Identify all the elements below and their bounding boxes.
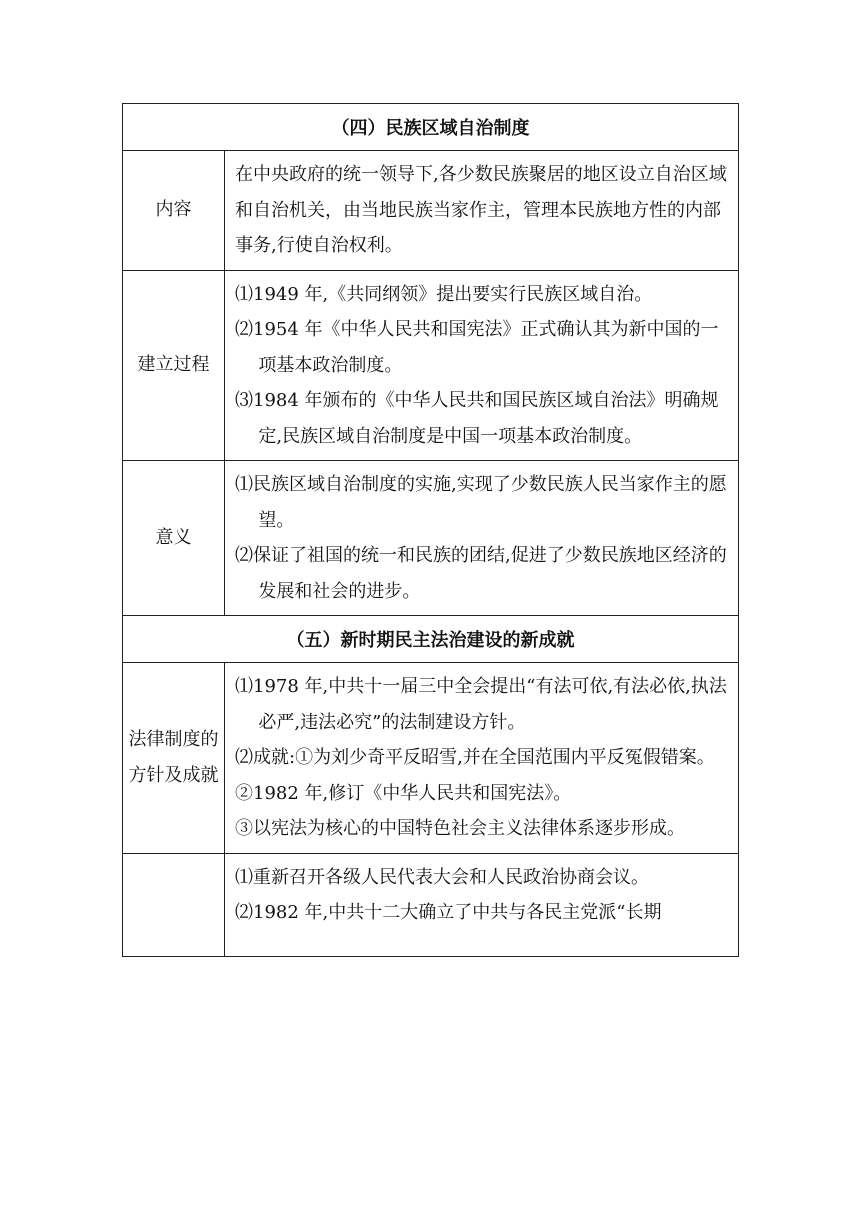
content-item: ⑴重新召开各级人民代表大会和人民政治协商会议。	[235, 866, 649, 888]
content-item: ⑵1954 年《中华人民共和国宪法》正式确认其为新中国的一项基本政治制度。	[235, 319, 719, 376]
table-row	[123, 853, 739, 956]
row-content	[225, 853, 739, 956]
section-title: （四）民族区域自治制度	[123, 104, 739, 151]
content-item: ⑴1978 年,中共十一届三中全会提出“有法可依,有法必依,执法必严,违法必究”的法制建设方针。	[235, 676, 727, 733]
row-content	[225, 461, 739, 616]
content-item: ②1982 年,修订《中华人民共和国宪法》。	[235, 782, 572, 804]
content-item: ③以宪法为核心的中国特色社会主义法律体系逐步形成。	[235, 818, 685, 839]
content-table	[122, 103, 739, 957]
content-item: ⑶1984 年颁布的《中华人民共和国民族区域自治法》明确规定,民族区域自治制度是中国一项基本政治制度。	[235, 390, 719, 447]
row-label: 意义	[123, 461, 225, 616]
table-row	[123, 663, 739, 854]
table-row	[123, 270, 739, 461]
row-label: 法律制度的方针及成就	[123, 663, 225, 854]
row-content	[225, 270, 739, 461]
content-item: ⑵1982 年,中共十二大确立了中共与各民主党派“长期	[235, 902, 662, 923]
row-label	[123, 853, 225, 956]
content-item: ⑴民族区域自治制度的实施,实现了少数民族人民当家作主的愿望。	[235, 474, 727, 531]
content-item: ⑵成就:①为刘少奇平反昭雪,并在全国范围内平反冤假错案。	[235, 747, 715, 768]
content-item: ⑵保证了祖国的统一和民族的团结,促进了少数民族地区经济的发展和社会的进步。	[235, 545, 727, 602]
section-title: （五）新时期民主法治建设的新成就	[123, 616, 739, 663]
row-content	[225, 151, 739, 271]
content-paragraph: 在中央政府的统一领导下,各少数民族聚居的地区设立自治区域和自治机关，由当地民族当家作主，管理本民族地方性的内部事务,行使自治权利。	[235, 164, 727, 256]
section-header-row	[123, 616, 739, 663]
table-row	[123, 461, 739, 616]
content-item: ⑴1949 年,《共同纲领》提出要实行民族区域自治。	[235, 283, 653, 305]
table-row	[123, 151, 739, 271]
row-label: 建立过程	[123, 270, 225, 461]
row-label: 内容	[123, 151, 225, 271]
row-content	[225, 663, 739, 854]
section-header-row	[123, 104, 739, 151]
